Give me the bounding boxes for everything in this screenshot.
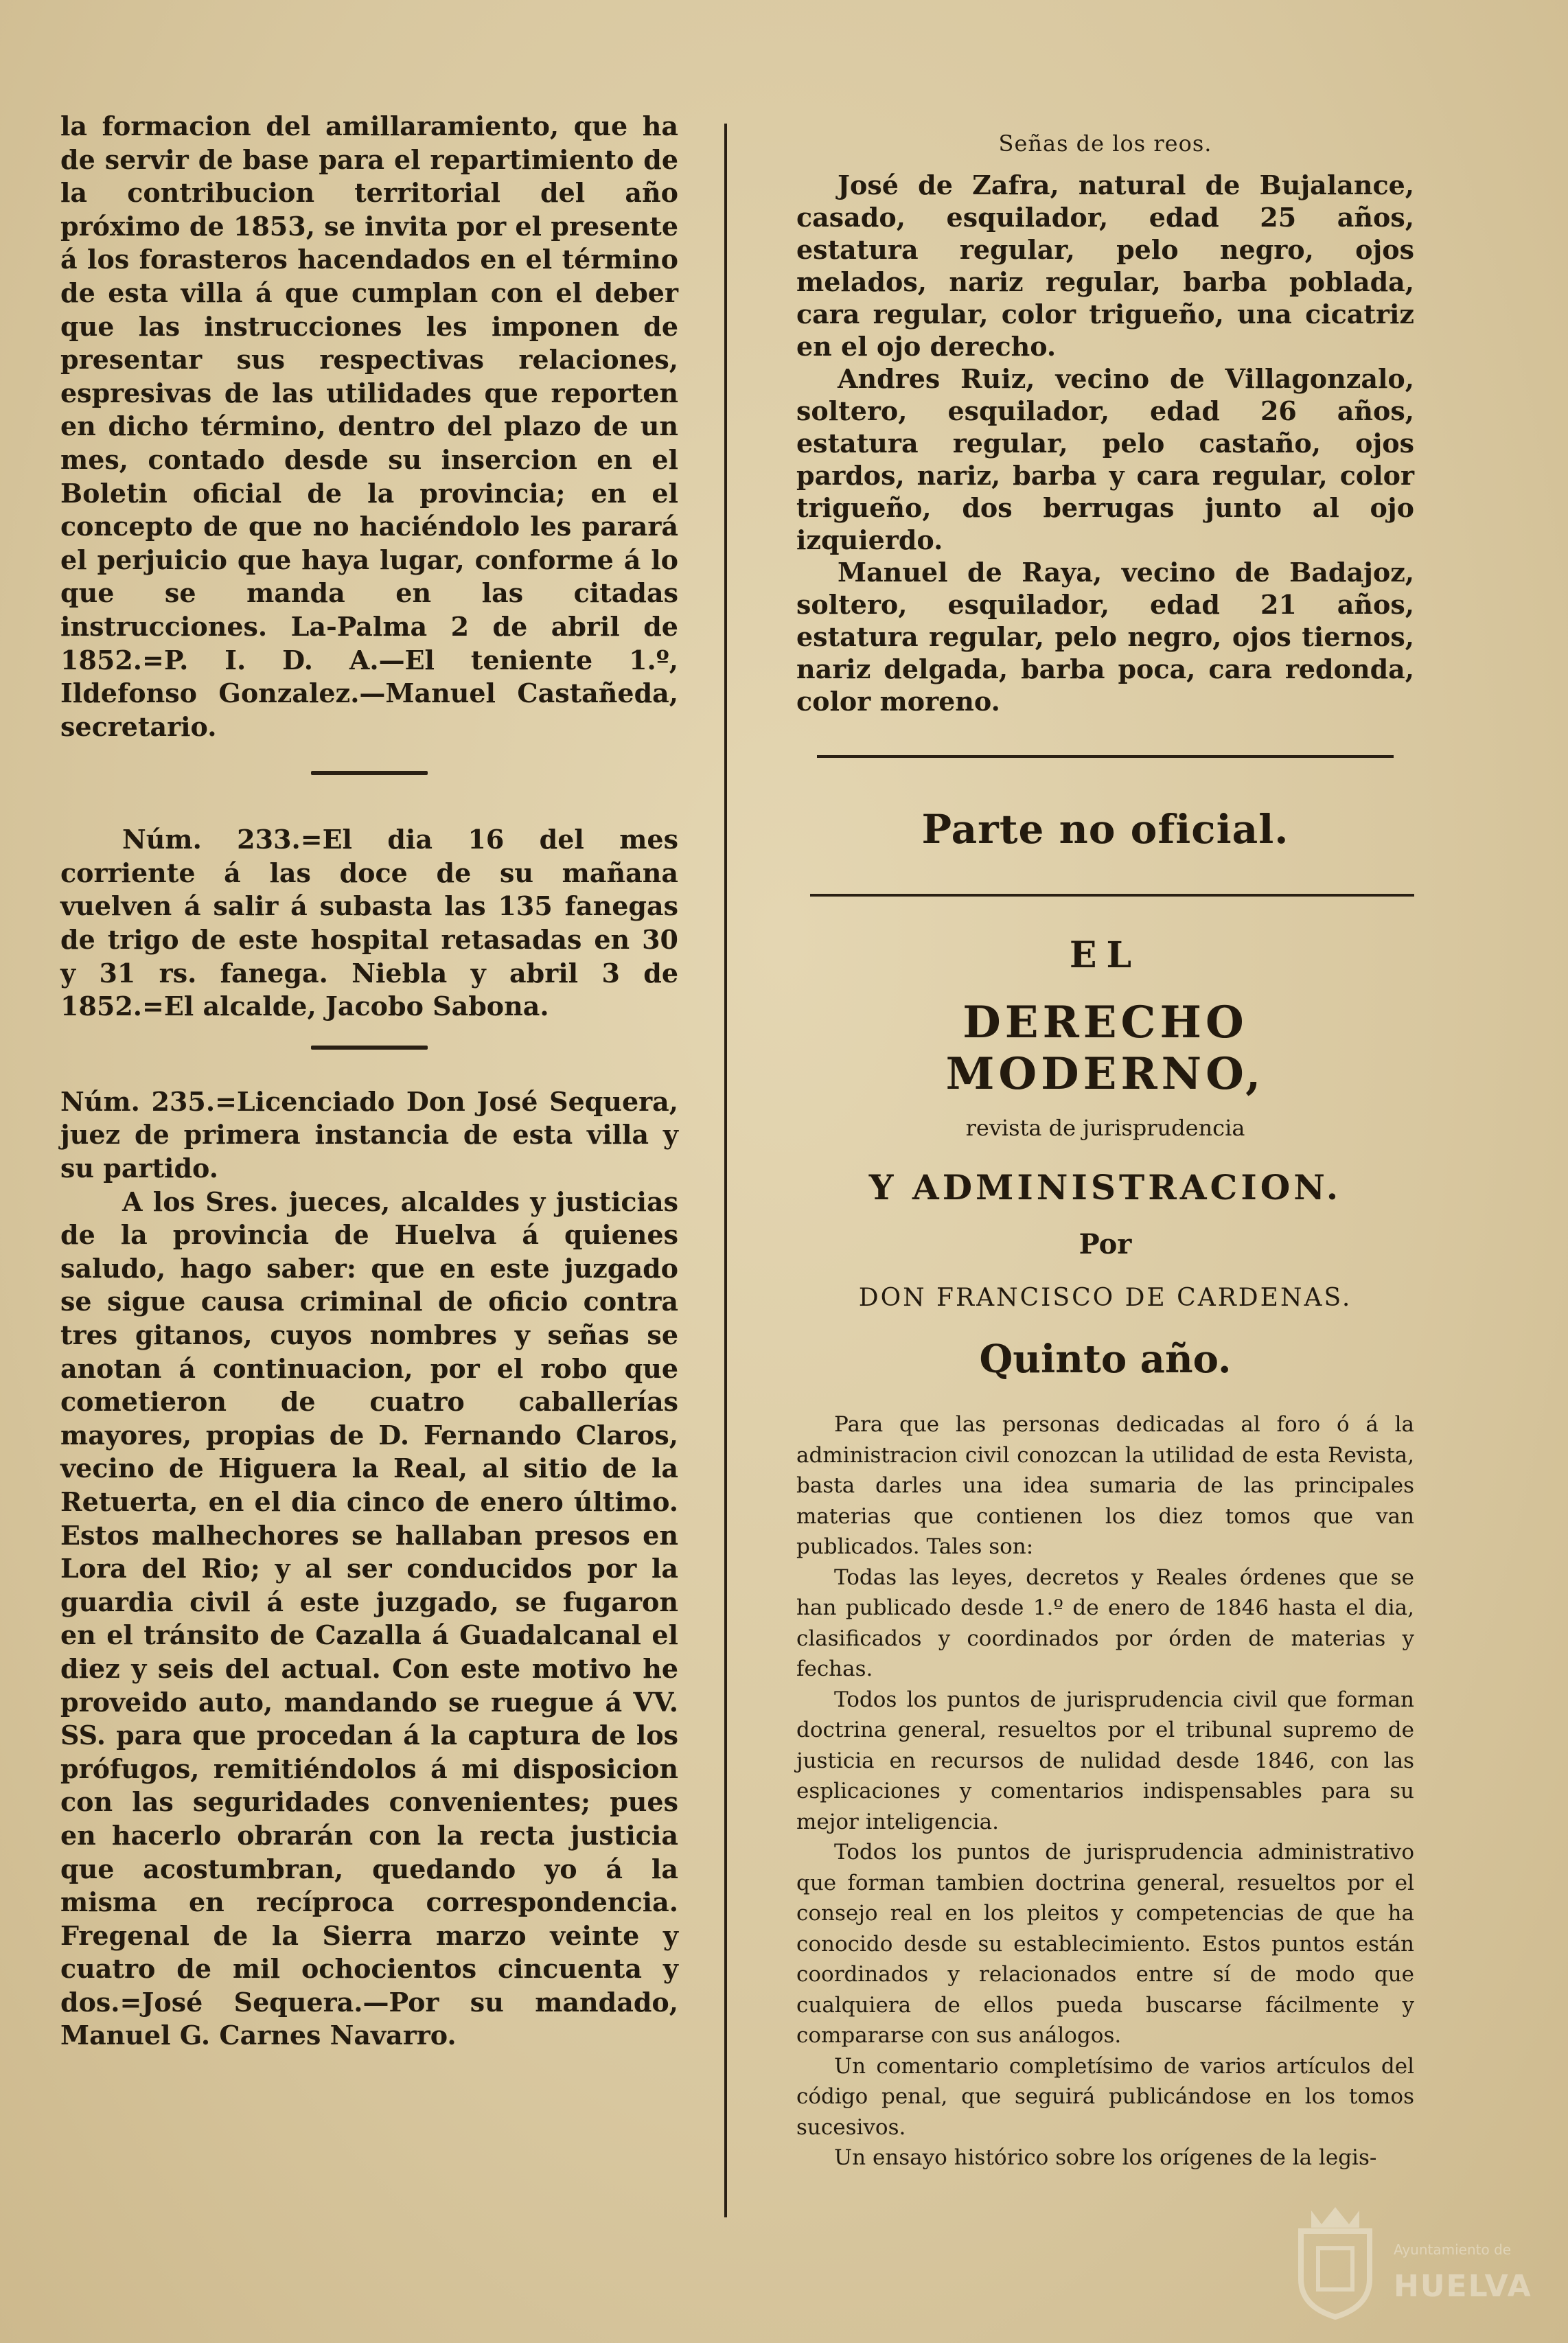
amillaramiento-notice: la formacion del amillaramiento, que ha de servir de base para el repartimiento de la contribucion territorial del año próximo de 1853, se invita por el presente á los forasteros hacendados en el término de esta villa á que cumplan con el deber que las instrucciones les imponen de presentar sus respectivas relaciones, espresivas de las utilidades que reporten en dicho término, dentro del plazo de un mes, contado desde su insercion en el Boletin oficial de la provincia; en el concepto de que no haciéndolo les parará el perjuicio que haya lugar, conforme á lo que se manda en las citadas instrucciones. La-Palma 2 de abril de 1852.=P. I. D. A.—El teniente 1.º, Ildefonso Gonzalez.—Manuel Castañeda, secretario. <box>60 111 678 742</box>
watermark-logo <box>1277 2193 1552 2331</box>
masthead-admin: Y ADMINISTRACION. <box>868 1167 1342 1208</box>
juzgado-notice-body: A los Sres. jueces, alcaldes y justicias de la provincia de Huelva á quienes saludo, hago saber: que en este juzgado se sigue causa criminal de oficio contra tres gitanos, cuyos nombres y señas se anotan á continuacion, por el robo que cometieron de cuatro caballerías mayores, propias de D. Fernando Claros, vecino de Higuera la Real, al sitio de la Retuerta, en el dia cinco de enero último. Estos malhechores se hallaban presos en Lora del Rio; y al ser conducidos por la guardia civil á este juzgado, se fugaron en el tránsito de Cazalla á Guadalcanal el diez y seis del actual. Con este motivo he proveido auto, mandando se ruegue á VV. SS. para que procedan á la captura de los prófugos, remitiéndolos á mi disposicion con las seguridades convenientes; pues en hacerlo obrarán con la recta justicia que acostumbran, quedando yo á la misma en recíproca correspondencia. Fregenal de la Sierra marzo veinte y cuatro de mil ochocientos cincuenta y dos.=José Sequera.—Por su mandado, Manuel G. Carnes Navarro. <box>60 1186 678 2051</box>
ad-paragraph: Un ensayo histórico sobre los orígenes de la legis- <box>834 2145 1377 2170</box>
reo-entry: Andres Ruiz, vecino de Villagonzalo, soltero, esquilador, edad 26 años, estatura regular, pelo castaño, ojos pardos, nariz, barba y cara regular, color trigueño, dos berrugas junto al ojo izquierdo. <box>796 363 1414 555</box>
ad-paragraph: Todos los puntos de jurisprudencia administrativo que forman tambien doctrina general, resueltos por el consejo real en los pleitos y competencias de que ha conocido desde su establecimiento. Estos puntos están coordinados y relacionados entre sí de modo que cualquiera de ellos pueda buscarse fácilmente y compararse con sus análogos. <box>796 1840 1414 2048</box>
masthead-edition: Quinto año. <box>979 1337 1232 1382</box>
watermark-line2: HUELVA <box>1394 2269 1532 2304</box>
masthead-author: DON FRANCISCO DE CARDENAS. <box>858 1284 1352 1312</box>
ad-paragraph: Para que las personas dedicadas al foro ó á la administracion civil conozcan la utilidad de esta Revista, basta darles una idea sumaria de las principales materias que contienen los diez tomos que van publicados. Tales son: <box>796 1412 1414 1559</box>
masthead-subtitle: revista de jurisprudencia <box>965 1115 1245 1141</box>
crest-icon <box>1291 2204 1380 2320</box>
masthead-article: EL <box>1069 934 1142 976</box>
masthead-title: DERECHO MODERNO, <box>945 997 1265 1100</box>
section-separator <box>810 894 1414 897</box>
advertisement-body <box>796 1409 1414 2173</box>
parte-no-oficial-heading: Parte no oficial. <box>921 806 1289 853</box>
left-column <box>60 110 678 2053</box>
section-separator <box>311 771 428 775</box>
right-column <box>796 130 1414 2173</box>
reo-entry: José de Zafra, natural de Bujalance, casado, esquilador, edad 25 años, estatura regular, pelo negro, ojos melados, nariz regular, barba poblada, cara regular, color trigueño, una cicatriz en el ojo derecho. <box>796 170 1414 362</box>
senas-heading: Señas de los reos. <box>998 130 1212 157</box>
watermark-line1: Ayuntamiento de <box>1394 2241 1512 2258</box>
section-separator <box>311 1046 428 1050</box>
reo-entry: Manuel de Raya, vecino de Badajoz, soltero, esquilador, edad 21 años, estatura regular, pelo negro, ojos tiernos, nariz delgada, barba poca, cara redonda, color moreno. <box>796 557 1414 717</box>
subasta-notice: Núm. 233.=El dia 16 del mes corriente á las doce de su mañana vuelven á salir á subasta las 135 fanegas de trigo de este hospital retasadas en 30 y 31 rs. fanega. Niebla y abril 3 de 1852.=El alcalde, Jacobo Sabona. <box>60 824 678 1022</box>
masthead-por: Por <box>1079 1228 1132 1260</box>
ad-paragraph: Todos los puntos de jurisprudencia civil que forman doctrina general, resueltos por el tribunal supremo de justicia en recursos de nulidad desde 1846, con las esplicaciones y comentarios indispensables para su mejor inteligencia. <box>796 1687 1414 1834</box>
juzgado-notice-lead: Núm. 235.=Licenciado Don José Sequera, juez de primera instancia de esta villa y su partido. <box>60 1085 678 1184</box>
ad-paragraph: Todas las leyes, decretos y Reales órdenes que se han publicado desde 1.º de enero de 1846 hasta el dia, clasificados y coordinados por órden de materias y fechas. <box>796 1565 1414 1681</box>
column-divider <box>724 124 727 2217</box>
section-separator <box>817 755 1394 758</box>
ad-paragraph: Un comentario completísimo de varios artículos del código penal, que seguirá publicándose en los tomos sucesivos. <box>796 2053 1414 2140</box>
